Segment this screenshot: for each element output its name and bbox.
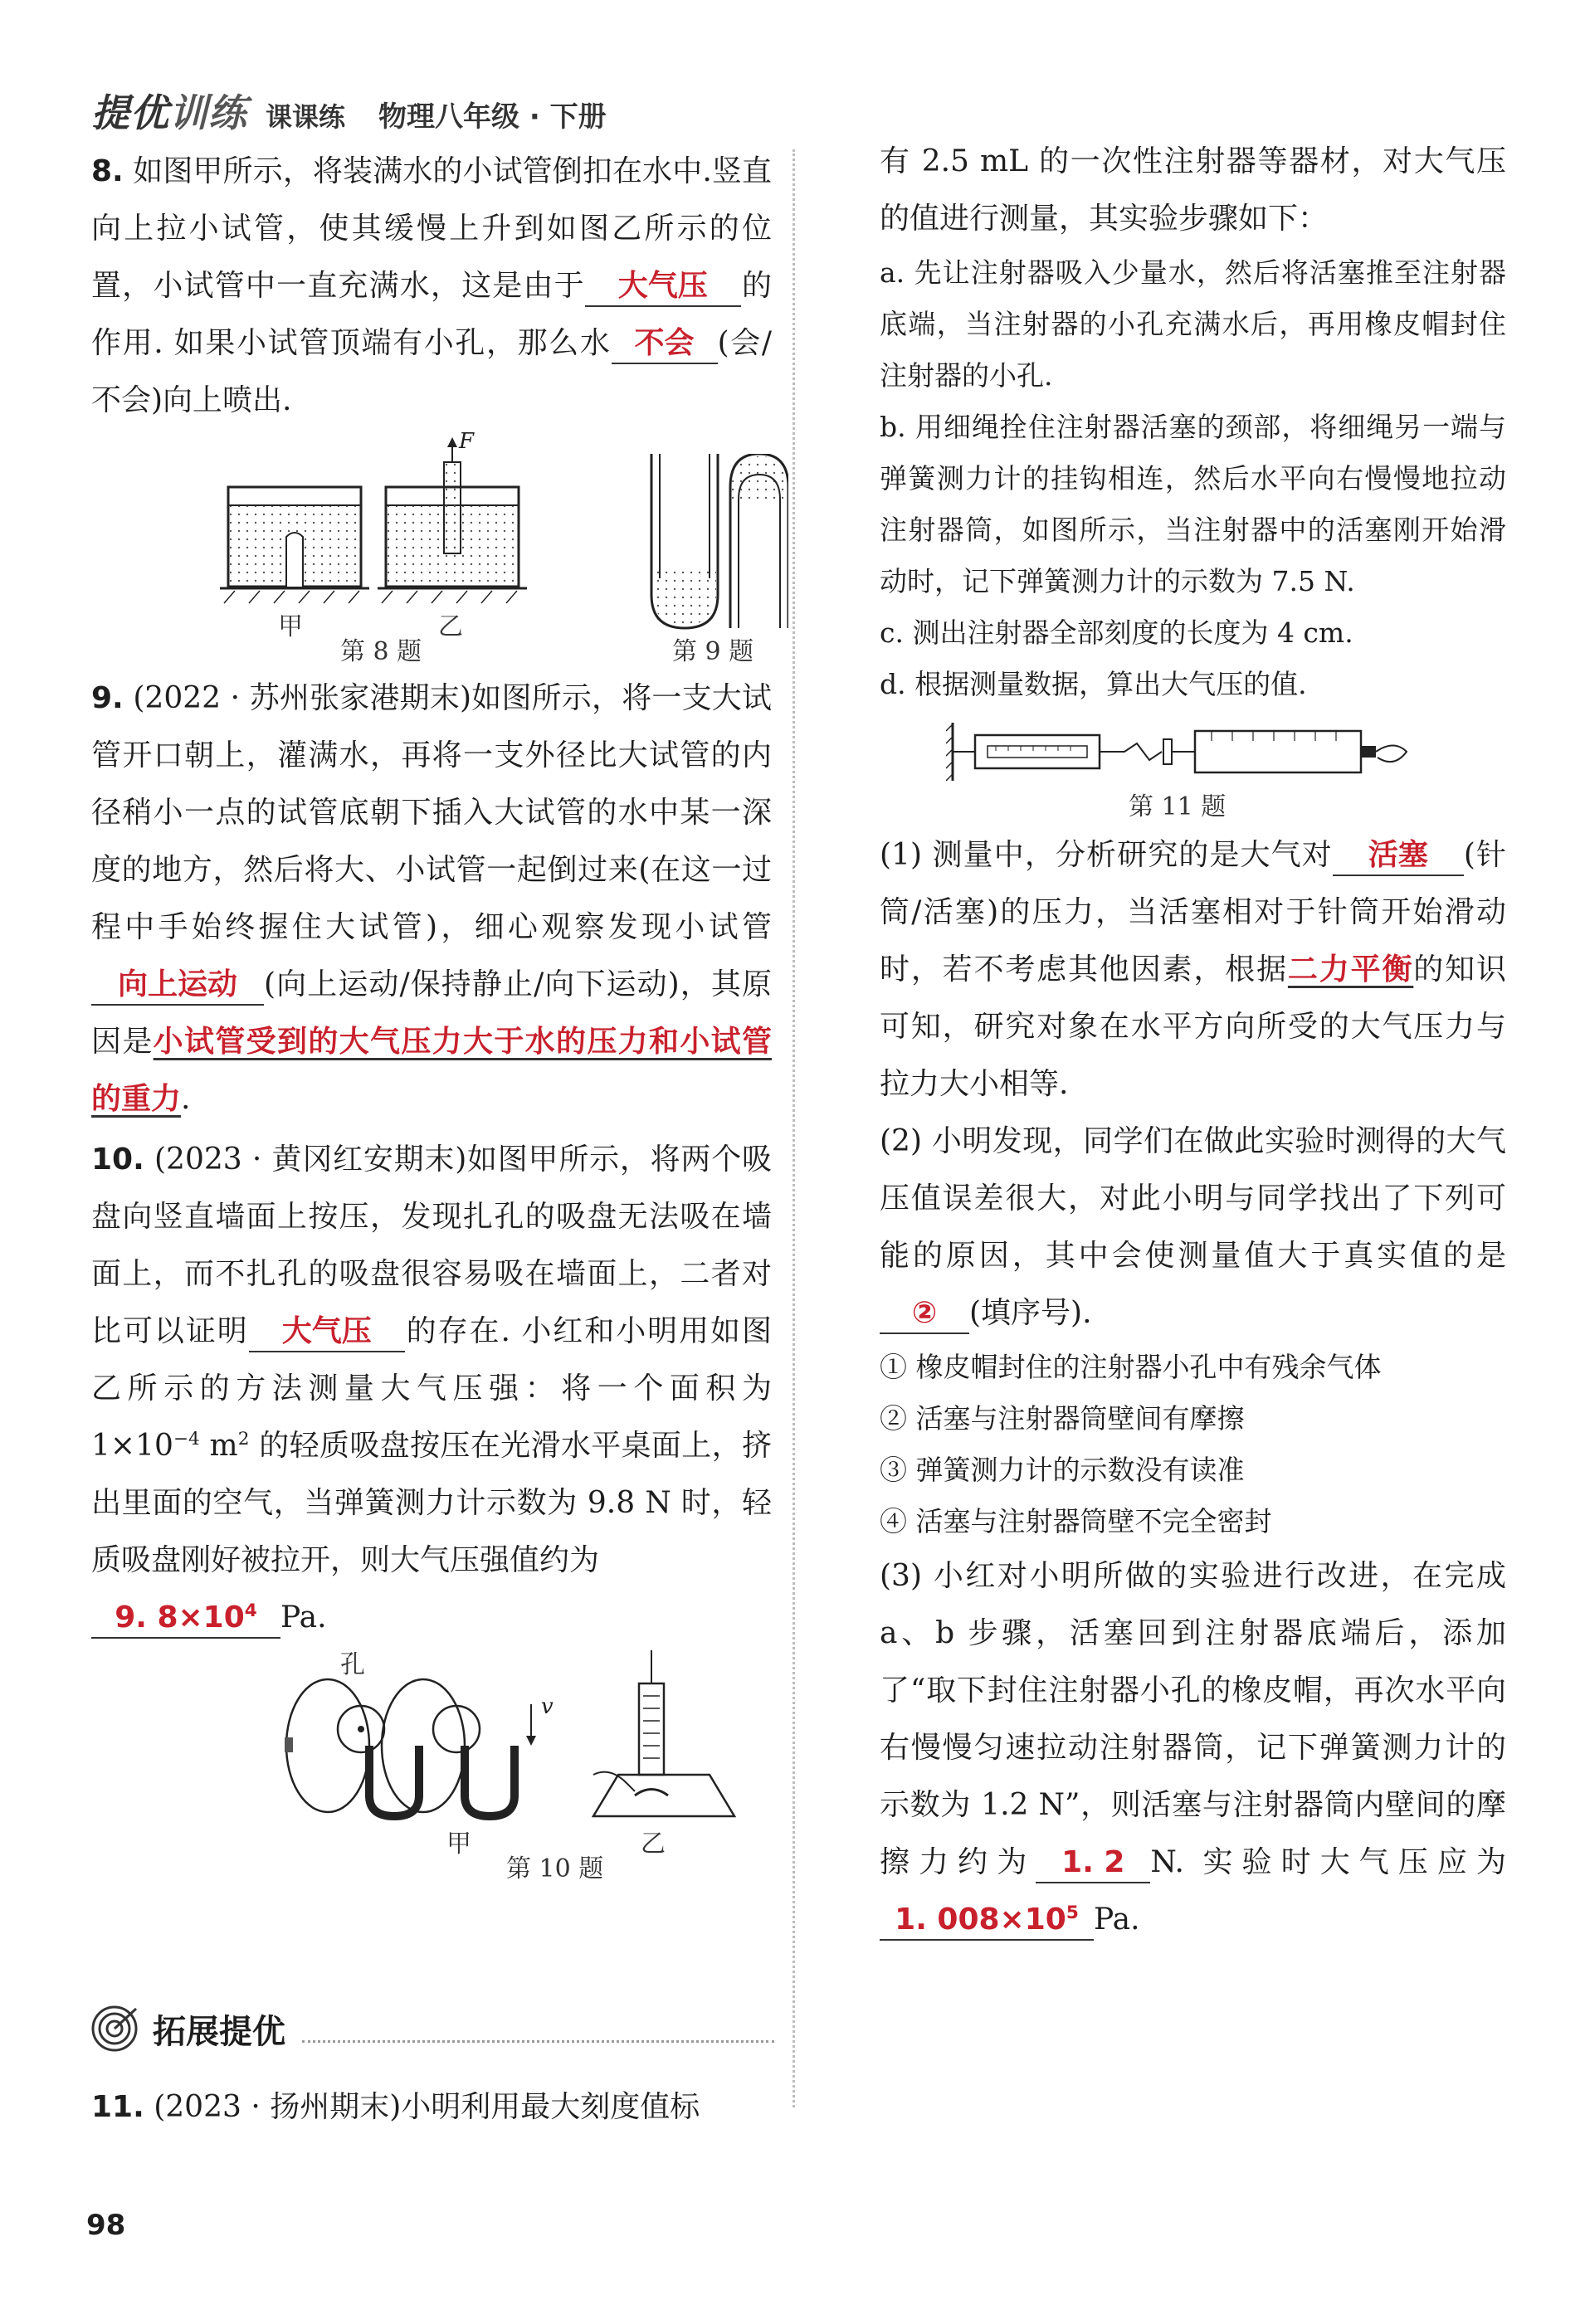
fig11-caption: 第 11 题 [1129,792,1227,821]
figure-8-9 [91,429,772,670]
section-heading [90,2000,774,2058]
fig10-jia-label: 甲 [446,1829,471,1859]
question-11-start: 11. (2023 · 扬州期末)小明利用最大刻度值标 [91,2090,700,2124]
answer-10-2: 9. $8\times 10^4$ [91,1599,280,1639]
page-header [91,83,607,141]
q11-step-c: c. 测出注射器全部刻度的长度为 4 cm. [880,616,1353,649]
left-column [91,143,772,1887]
fig10-caption: 第 10 题 [506,1854,604,1883]
q11-step-a: a. 先让注射器吸入少量水，然后将活塞推至注射器底端，当注射器的小孔充满水后，再用橡皮帽封住注射器的小孔. [880,256,1506,392]
fig9-caption: 第 9 题 [672,637,754,666]
figure-10-jia [278,1671,552,1829]
answer-9-2: 小试管受到的大气压力大于水的压力和小试管的重力 [91,1025,772,1116]
q11-option-3: ③ 弹簧测力计的示数没有读准 [880,1454,1245,1486]
figure-8-yi [378,437,527,611]
answer-9-1: 向上运动 [91,966,264,1006]
fig10-yi-label: 乙 [641,1829,666,1859]
q11-part-2: (2) 小明发现，同学们在做此实验时测得的大气压值误差很大，对此小明与同学找出了下列可能的原因，其中会使测量值大于真实值的是② (填序号). [880,1113,1506,1342]
fig8-caption: 第 8 题 [340,637,422,666]
fig8-jia-label: 甲 [278,612,303,641]
syringe-diagram [946,714,1411,789]
answer-11-2: ② [880,1294,969,1334]
page-number: 98 [86,2209,126,2242]
figure-10-yi [577,1650,743,1833]
q11-option-2: ② 活塞与注射器筒壁间有摩擦 [880,1402,1245,1435]
header-subject: 物理八年级 · 下册 [378,100,607,134]
q11-part-3: (3) 小红对小明所做的实验进行改进，在完成 a、b 步骤，活塞回到注射器底端后，添加了“取下封住注射器小孔的橡皮帽，再次水平向右慢慢匀速拉动注射器筒，记下弹簧测力计的示数为 1.2 N”，则活塞与注射器筒内壁间的摩擦力约为 1. 2 N. 实验时大气压应为1. $008\times 10^5$ Pa. [880,1547,1506,1948]
answer-11-1a: 活塞 [1333,836,1464,876]
q11-intro: 有 2.5 mL 的一次性注射器等器材，对大气压的值进行测量，其实验步骤如下： [880,144,1506,236]
section-title: 拓展提优 [153,2012,285,2051]
figure-9 [639,454,788,641]
q11-option-4: ④ 活塞与注射器筒壁不完全密封 [880,1505,1272,1537]
fig8-yi-label: 乙 [438,612,463,641]
q11-step-d: d. 根据测量数据，算出大气压的值. [880,668,1307,700]
answer-11-3b: 1. $008\times 10^5$ [880,1901,1094,1941]
q11-option-1: ① 橡皮帽封住的注射器小孔中有残余气体 [880,1351,1382,1383]
q11-part-1: (1) 测量中，分析研究的是大气对 活塞 (针筒/活塞)的压力，当活塞相对于针筒开始滑动时，若不考虑其他因素，根据二力平衡的知识可知，研究对象在水平方向所受的大气压力与拉力大小相等. [880,838,1506,1101]
figure-11 [880,710,1506,826]
answer-11-3a: 1. 2 [1036,1844,1150,1883]
answer-8-1: 大气压 [585,267,741,307]
right-column [880,133,1506,1948]
header-series: 课课练 [266,101,346,133]
section-dots [302,2015,774,2043]
column-divider [792,149,795,2107]
figure-8-jia [220,437,369,611]
target-icon [90,2004,139,2054]
answer-11-1b: 二力平衡 [1287,952,1414,987]
question-8: 8. 如图甲所示，将装满水的小试管倒扣在水中.竖直向上拉小试管，使其缓慢上升到如图乙所示的位置，小试管中一直充满水，这是由于 大气压 的作用. 如果小试管顶端有小孔，那么水 不会 (会/不会)向上喷出. [91,154,772,417]
answer-8-2: 不会 [612,324,718,364]
force-label: F [459,429,475,454]
answer-10-1: 大气压 [249,1313,405,1352]
figure-10 [91,1646,772,1887]
question-9: 9. (2022 · 苏州张家港期末)如图所示，将一支大试管开口朝上，灌满水，再将一支外径比大试管的内径稍小一点的试管底朝下插入大试管的水中某一深度的地方，然后将大、小试管一起倒过来(在这一过程中手始终握住大试管)，细心观察发现小试管向上运动 (向上运动/保持静止/向下运动)，其原因是小试管受到的大气压力大于水的压力和小试管的重力. [91,681,772,1116]
brand-logo: 提优训练 [91,90,247,135]
question-10: 10. (2023 · 黄冈红安期末)如图甲所示，将两个吸盘向竖直墙面上按压，发现扎孔的吸盘无法吸在墙面上，而不扎孔的吸盘很容易吸在墙面上，二者对比可以证明 大气压 的存在. 小红和小明用如图乙所示的方法测量大气压强：将一个面积为 $1\times 10^{-4}$ $m^2$ 的轻质吸盘按压在光滑水平桌面上，挤出里面的空气，当弹簧测力计示数为 9.8 N 时，轻质吸盘刚好被拉开，则大气压强值约为 9. $8\times 10^4$ Pa. [91,1131,772,1646]
hole-label: 孔 [340,1650,365,1679]
q11-step-b: b. 用细绳拴住注射器活塞的颈部，将细绳另一端与弹簧测力计的挂钩相连，然后水平向右慢慢地拉动注射器筒，如图所示，当注射器中的活塞刚开始滑动时，记下弹簧测力计的示数为 7.5 N. [880,411,1506,597]
velocity-label: v [541,1694,554,1719]
